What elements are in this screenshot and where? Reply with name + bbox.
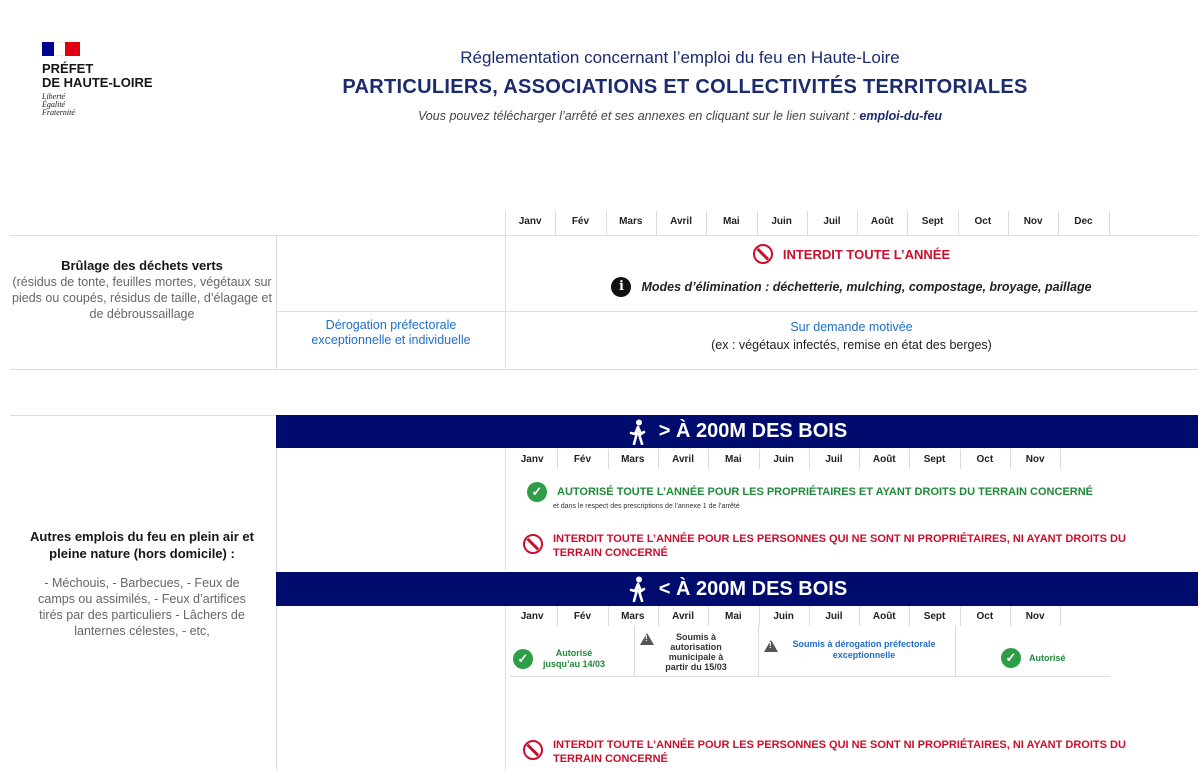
- month-label: Nov: [1025, 454, 1045, 465]
- section1-info: i Modes d’élimination : déchetterie, mulching, compostage, broyage, paillage: [505, 277, 1198, 297]
- info-icon: i: [611, 277, 631, 297]
- download-link[interactable]: emploi-du-feu: [859, 109, 943, 123]
- month-label: Janv: [520, 454, 544, 465]
- month-label: Août: [872, 611, 896, 622]
- derogation-value: Sur demande motivée: [790, 320, 913, 334]
- download-notice: [300, 109, 1060, 123]
- french-flag-icon: [42, 42, 80, 56]
- month-label: Juin: [773, 454, 794, 465]
- month-label: Août: [870, 216, 894, 227]
- month-label: Nov: [1023, 216, 1043, 227]
- near-forbidden: INTERDIT TOUTE L’ANNÉE POUR LES PERSONNES QUI NE SONT NI PROPRIÉTAIRES, NI AYANT DROITS DU TERRAIN CONCERNÉ: [523, 738, 1153, 766]
- month-label: Août: [872, 454, 896, 465]
- near-allowed-until: ✓ Autorisé jusqu’au 14/03: [513, 648, 607, 670]
- motto-liberte: Liberté: [42, 92, 66, 101]
- derogation-label: Dérogation préfectorale exceptionnelle et individuelle: [311, 318, 471, 347]
- far-allowed-note: et dans le respect des prescriptions de l’annexe 1 de l’arrêté: [553, 503, 740, 510]
- month-label: Sept: [923, 454, 946, 465]
- banner-far-from-woods: > À 200M DES BOIS: [276, 415, 1198, 448]
- section1-title: Brûlage des déchets verts: [61, 258, 223, 273]
- month-label: Mai: [725, 454, 742, 465]
- near-prefectoral: ! Soumis à dérogation préfectorale exceptionnelle: [764, 639, 944, 661]
- motto-fraternite: Fraternité: [42, 108, 75, 117]
- section1-description: (résidus de tonte, feuilles mortes, végétaux sur pieds ou coupés, résidus de taille, d’élagage et de débroussaillage: [12, 275, 272, 321]
- section1-forbidden: INTERDIT TOUTE L’ANNÉE: [505, 244, 1198, 264]
- derogation-example: (ex : végétaux infectés, remise en état des berges): [711, 338, 992, 352]
- section2-description: - Méchouis, - Barbecues, - Feux de camps ou assimilés, - Feux d’artifices tirés par des particuliers - Lâchers de lanternes célestes, - etc,: [38, 576, 246, 638]
- month-label: Avril: [670, 216, 692, 227]
- near-municipal: ! Soumis à autorisation municipale à partir du 15/03: [640, 632, 734, 672]
- checkmark-icon: ✓: [527, 482, 547, 502]
- month-label: Mars: [619, 216, 643, 227]
- warning-icon: [640, 633, 654, 645]
- month-label: Juil: [823, 216, 841, 227]
- month-label: Fév: [573, 611, 592, 622]
- month-label: Oct: [976, 454, 994, 465]
- month-label: Fév: [571, 216, 590, 227]
- page-title: Réglementation concernant l’emploi du feu en Haute-Loire: [460, 48, 900, 67]
- month-label: Janv: [520, 611, 544, 622]
- download-text: Vous pouvez télécharger l’arrêté et ses annexes en cliquant sur le lien suivant :: [417, 109, 860, 123]
- prohibited-icon: [753, 244, 773, 264]
- month-label: Fév: [573, 454, 592, 465]
- far-allowed: ✓ AUTORISÉ TOUTE L’ANNÉE POUR LES PROPRIÉTAIRES ET AYANT DROITS DU TERRAIN CONCERNÉ: [527, 482, 1093, 502]
- month-label: Mars: [621, 454, 645, 465]
- month-label: Juin: [771, 216, 792, 227]
- walking-person-icon: [627, 419, 649, 445]
- prohibited-icon: [523, 740, 543, 760]
- month-label: Juil: [825, 611, 843, 622]
- logo-line2: DE HAUTE-LOIRE: [42, 75, 153, 90]
- section2-title: Autres emplois du feu en plein air et pleine nature (hors domicile) :: [30, 529, 254, 561]
- checkmark-icon: ✓: [1001, 648, 1021, 668]
- month-label: Avril: [672, 454, 694, 465]
- month-label: Dec: [1074, 216, 1093, 227]
- month-label: Avril: [672, 611, 694, 622]
- month-label: Juin: [773, 611, 794, 622]
- far-forbidden: INTERDIT TOUTE L’ANNÉE POUR LES PERSONNES QUI NE SONT NI PROPRIÉTAIRES, NI AYANT DROITS DU TERRAIN CONCERNÉ: [523, 532, 1153, 560]
- logo-line1: PRÉFET: [42, 61, 94, 76]
- prefecture-logo: [42, 42, 182, 117]
- banner-near-woods: < À 200M DES BOIS: [276, 572, 1198, 606]
- checkmark-icon: ✓: [513, 649, 533, 669]
- month-label: Mars: [621, 611, 645, 622]
- month-label: Janv: [518, 216, 542, 227]
- walking-person-icon: [627, 576, 649, 602]
- month-label: Oct: [974, 216, 992, 227]
- month-label: Sept: [921, 216, 944, 227]
- month-label: Oct: [976, 611, 994, 622]
- month-label: Nov: [1025, 611, 1045, 622]
- month-label: Mai: [723, 216, 740, 227]
- month-label: Sept: [923, 611, 946, 622]
- near-allowed: ✓ Autorisé: [1001, 648, 1066, 668]
- warning-icon: [764, 640, 778, 652]
- motto-egalite: Égalité: [42, 100, 66, 109]
- prohibited-icon: [523, 534, 543, 554]
- page-subtitle: PARTICULIERS, ASSOCIATIONS ET COLLECTIVITÉS TERRITORIALES: [342, 76, 1028, 98]
- month-label: Mai: [725, 611, 742, 622]
- month-label: Juil: [825, 454, 843, 465]
